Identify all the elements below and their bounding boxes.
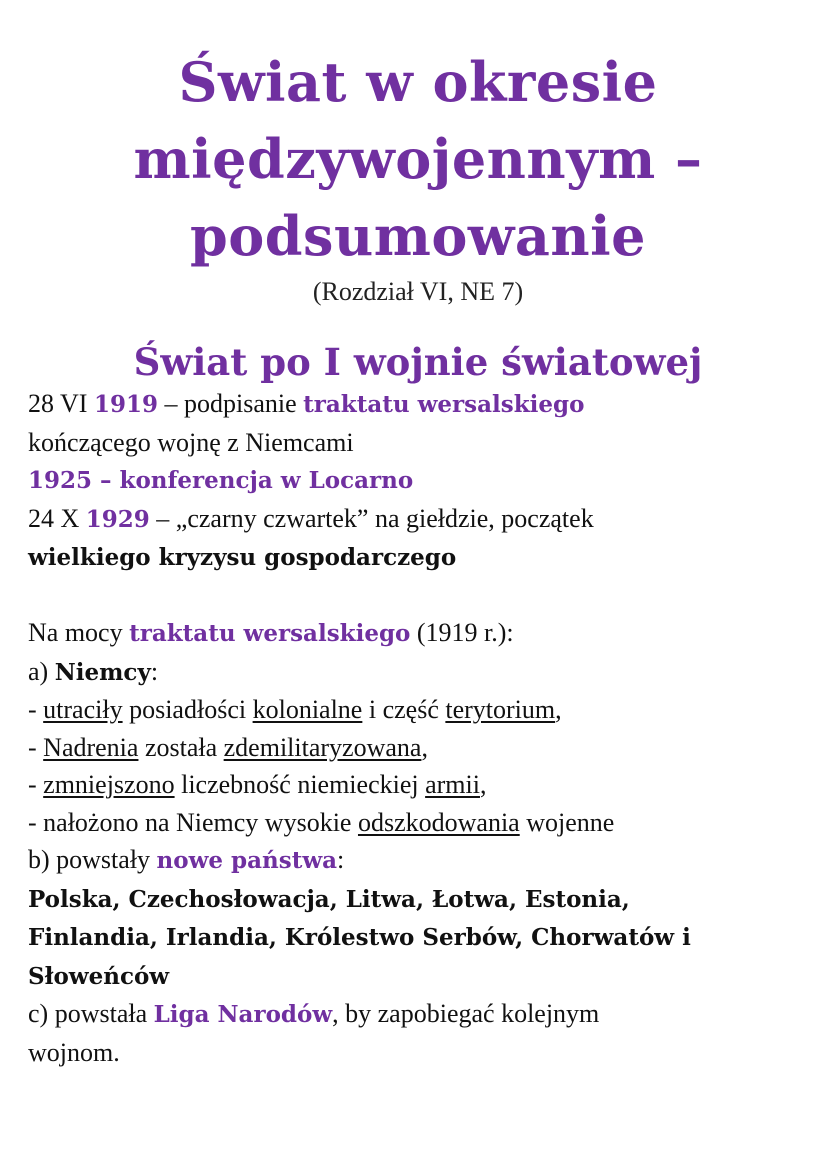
- states-list: Słoweńców: [28, 962, 170, 990]
- text-run: Na mocy: [28, 618, 130, 647]
- underlined-word: zmniejszono: [43, 770, 175, 799]
- text-run: a): [28, 656, 55, 686]
- new-states-line-3: [28, 957, 808, 996]
- text-run: -: [28, 695, 44, 724]
- event-year: 1919: [93, 391, 158, 418]
- point-a-item-2: [28, 729, 808, 767]
- event-line-1929: [28, 500, 808, 539]
- text-run: ,: [479, 770, 487, 799]
- text-run: wojenne: [519, 807, 615, 837]
- section-title: Świat po I wojnie światowej: [133, 340, 703, 384]
- title-line-3: podsumowanie: [190, 204, 646, 268]
- point-c-cont: wojnom.: [28, 1037, 120, 1067]
- text-run: -: [28, 732, 44, 762]
- event-treaty: traktatu wersalskiego: [303, 391, 585, 418]
- treaty-intro: [28, 614, 808, 653]
- point-a-label: Niemcy: [54, 658, 151, 686]
- event-text: – konferencja w Locarno: [92, 467, 414, 494]
- point-b-label: nowe państwa: [156, 847, 338, 874]
- treaty-section: [28, 614, 808, 1071]
- event-emphasis: wielkiego kryzysu gospodarczego: [28, 544, 457, 571]
- underlined-word: kolonialne: [252, 695, 363, 724]
- text-run: :: [337, 845, 345, 874]
- event-date: 24 X: [28, 503, 86, 533]
- text-run: ,: [555, 695, 562, 724]
- underlined-word: zdemilitaryzowana: [223, 732, 422, 762]
- page-title: [28, 44, 808, 275]
- treaty-name: traktatu wersalskiego: [129, 620, 411, 647]
- text-run: i część: [362, 695, 446, 724]
- event-line-1919-cont: kończącego wojnę z Niemcami: [28, 427, 354, 457]
- text-run: - nałożono na Niemcy wysokie: [28, 807, 358, 837]
- events-list: [28, 385, 808, 577]
- new-states-line-2: [28, 918, 808, 957]
- underlined-word: armii: [425, 770, 480, 799]
- point-b: [28, 841, 808, 880]
- text-run: -: [28, 770, 44, 799]
- underlined-word: utraciły: [43, 695, 123, 724]
- states-list: Finlandia, Irlandia, Królestwo Serbów, Chorwatów i: [28, 924, 691, 951]
- point-c-label: Liga Narodów: [153, 1001, 333, 1028]
- page-subtitle: (Rozdział VI, NE 7): [312, 277, 524, 306]
- event-date: 28 VI: [28, 389, 94, 418]
- event-year: 1925: [28, 467, 93, 494]
- point-a: [28, 653, 808, 692]
- document-page: [28, 44, 808, 1071]
- title-line-1: Świat w okresie: [178, 50, 658, 114]
- event-year: 1929: [85, 505, 150, 533]
- title-line-2: międzywojennym –: [133, 127, 703, 191]
- text-run: , by zapobiegać kolejnym: [332, 999, 600, 1028]
- underlined-word: Nadrenia: [43, 732, 139, 762]
- states-list: Polska, Czechosłowacja, Litwa, Łotwa, Estonia,: [28, 885, 630, 913]
- text-run: posiadłości: [122, 695, 253, 724]
- underlined-word: terytorium: [445, 695, 556, 724]
- text-run: liczebność niemieckiej: [174, 770, 426, 799]
- event-line-1929-cont: [28, 538, 808, 577]
- event-line-1919: [28, 385, 808, 424]
- event-text: – „czarny czwartek” na giełdzie, początek: [149, 503, 594, 533]
- spacer: [28, 577, 808, 615]
- event-text: – podpisanie: [157, 389, 304, 418]
- event-line-1925: [28, 461, 808, 500]
- text-run: :: [150, 656, 159, 686]
- text-run: c) powstała: [28, 999, 154, 1028]
- point-a-item-1: [28, 691, 808, 729]
- text-run: ,: [421, 732, 428, 762]
- point-a-item-4: [28, 804, 808, 842]
- new-states-line-1: [28, 880, 808, 919]
- text-run: b) powstały: [28, 845, 157, 874]
- point-a-item-3: [28, 766, 808, 804]
- point-c: [28, 995, 808, 1034]
- text-run: (1919 r.):: [410, 618, 514, 647]
- text-run: została: [138, 732, 224, 762]
- underlined-word: odszkodowania: [357, 807, 520, 837]
